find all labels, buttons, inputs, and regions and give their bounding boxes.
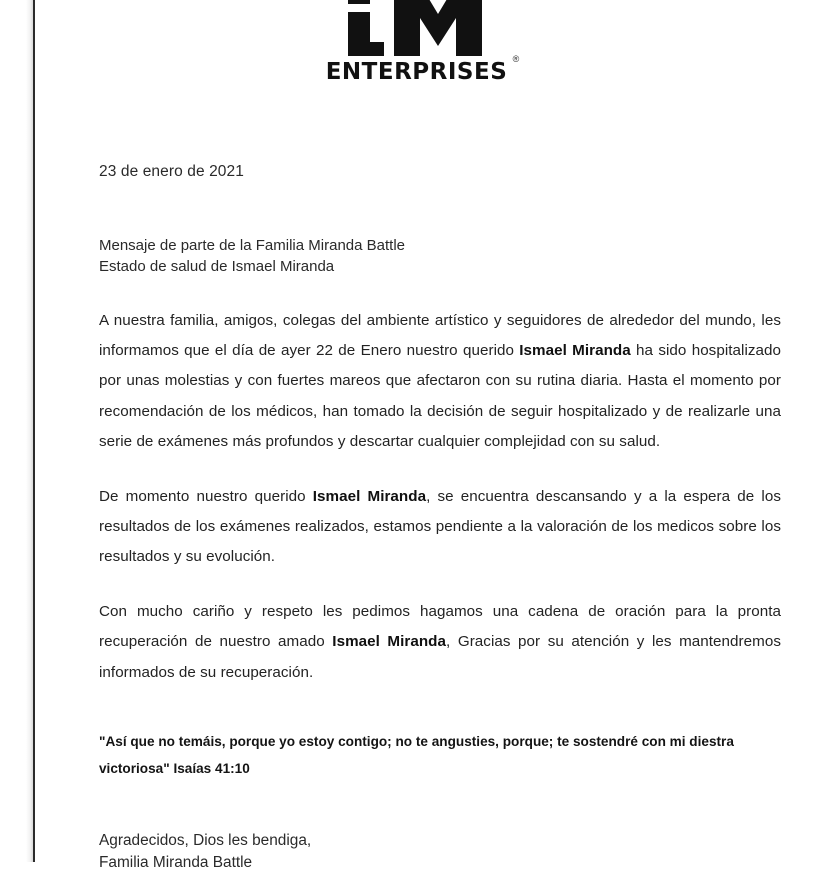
emphasized-name: Ismael Miranda — [519, 342, 631, 359]
paragraph-2: De momento nuestro querido Ismael Miranda, se encuentra descansando y a la espera de los resultados de los exámenes realizados, estamos pendiente a la valoración de los medicos sobre los resultados y su evolución. — [99, 487, 781, 566]
letterhead — [0, 0, 833, 84]
closing-block — [99, 830, 781, 874]
subject-line-2: Estado de salud de Ismael Miranda — [99, 258, 335, 276]
im-logo-icon — [326, 0, 508, 60]
paragraph-1: A nuestra familia, amigos, colegas del ambiente artístico y seguidores de alrededor del mundo, les informamos que el día de ayer 22 de Enero nuestro querido Ismael Miranda ha sido hospitalizado por unas molestias y con fuertes mareos que afectaron con su rutina diaria. Hasta el momento por recomendación de los médicos, han tomado la decisión de seguir hospitalizado y de realizarle una serie de exámenes más profundos y descartar cualquier complejidad con su salud. — [99, 311, 781, 451]
emphasized-name: Ismael Miranda — [332, 633, 447, 651]
page-edge-line — [33, 0, 35, 862]
scripture-quote: "Así que no temáis, porque yo estoy contigo; no te angusties, porque; te sostendré con mi diestra victoriosa" Isaías 41:10 — [99, 734, 734, 777]
emphasized-name: Ismael Miranda — [312, 487, 427, 505]
logo-wordmark: ENTERPRISES — [325, 59, 508, 85]
page-edge-shadow — [26, 0, 33, 862]
subject-block — [99, 235, 781, 278]
subject-line-1: Mensaje de parte de la Familia Miranda Battle — [99, 237, 405, 254]
company-logo — [325, 0, 520, 85]
closing-line-1: Agradecidos, Dios les bendiga, — [99, 832, 312, 850]
paragraph-3: Con mucho cariño y respeto les pedimos hagamos una cadena de oración para la pronta recuperación de nuestro amado Ismael Miranda, Gracias por su atención y les mantendremos informados de su recuperación. — [99, 602, 781, 681]
letter-date: 23 de enero de 2021 — [99, 163, 244, 180]
letter-content — [99, 163, 781, 874]
closing-signature: Familia Miranda Battle — [99, 854, 253, 872]
registered-trademark-icon: ® — [512, 54, 520, 64]
